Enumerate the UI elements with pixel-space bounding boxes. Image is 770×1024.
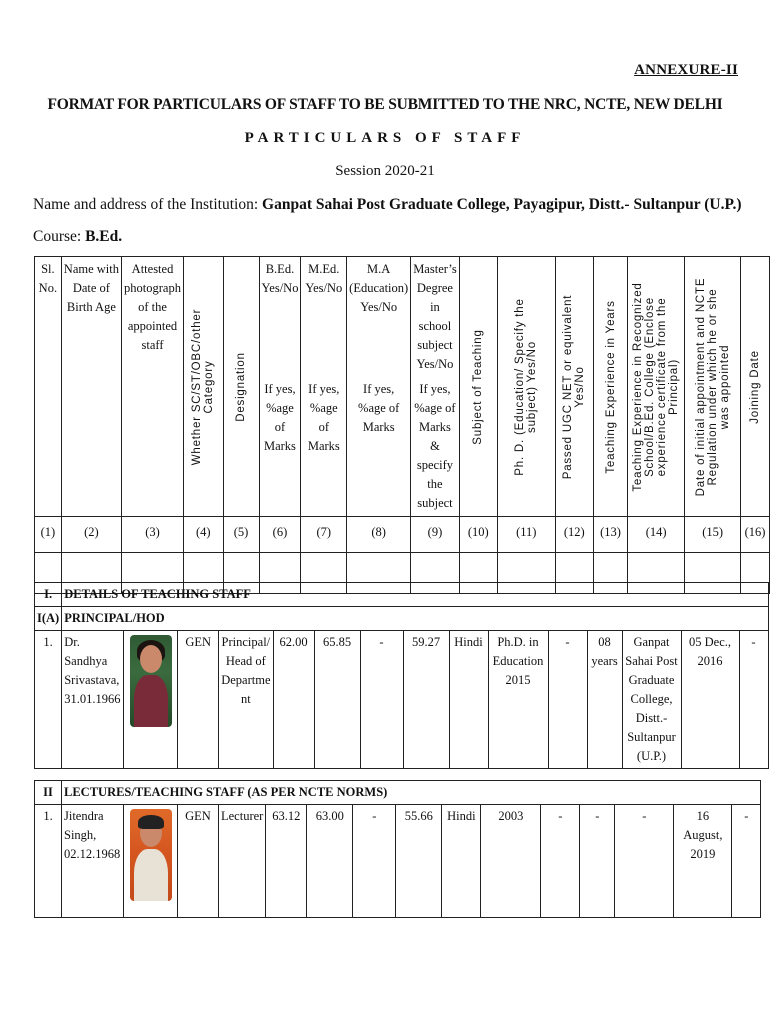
col-number: (8): [347, 517, 411, 553]
col-number: (13): [593, 517, 627, 553]
header-ugc-net: Passed UGC NET or equivalent Yes/No: [555, 257, 593, 517]
col-number: (9): [411, 517, 460, 553]
header-masters: Master’s Degree in school subject Yes/No: [411, 257, 460, 378]
phd: Ph.D. in Education 2015: [488, 631, 548, 769]
col-number: (2): [61, 517, 121, 553]
document-title: FORMAT FOR PARTICULARS OF STAFF TO BE SUBMITTED TO THE NRC, NCTE, NEW DELHI: [47, 96, 723, 113]
med-marks: 65.85: [314, 631, 360, 769]
phd: 2003: [481, 805, 541, 918]
header-med-marks: If yes, %age of Marks: [301, 377, 347, 517]
joining-date: -: [739, 631, 768, 769]
header-photograph: Attested photograph of the appointed staff: [122, 257, 184, 517]
header-sl-no: Sl. No.: [35, 257, 62, 517]
category: GEN: [178, 631, 219, 769]
staff-name: Dr. Sandhya Srivastava, 31.01.1966: [62, 631, 124, 769]
masters-marks: 59.27: [403, 631, 449, 769]
header-appointment-date: Date of initial appointment and NCTE Regulation under which he or she was appointed: [685, 257, 741, 517]
col-number: (4): [183, 517, 223, 553]
masters-marks: 55.66: [396, 805, 442, 918]
institution-label: Name and address of the Institution:: [33, 196, 263, 213]
header-bed: B.Ed. Yes/No: [259, 257, 301, 378]
header-ma: M.A (Education) Yes/No: [347, 257, 411, 378]
sl-no: 1.: [35, 805, 62, 918]
photo-cell: [124, 805, 178, 918]
header-med: M.Ed. Yes/No: [301, 257, 347, 378]
course-value: B.Ed.: [85, 228, 123, 245]
staff-photograph: [130, 809, 172, 901]
institution-line: [33, 196, 742, 214]
experience: 08 years: [587, 631, 622, 769]
category: GEN: [178, 805, 219, 918]
experience: -: [580, 805, 615, 918]
recognized-experience: -: [615, 805, 674, 918]
subject: Hindi: [442, 805, 481, 918]
table-row: [35, 805, 761, 918]
session-label: Session 2020-21: [335, 163, 435, 179]
col-number: (10): [459, 517, 497, 553]
header-designation: Designation: [223, 257, 259, 517]
col-number: (1): [35, 517, 62, 553]
section-number: II: [35, 781, 62, 805]
bed-marks: 62.00: [273, 631, 314, 769]
document-subtitle: PARTICULARS OF STAFF: [244, 130, 526, 146]
col-number: (14): [628, 517, 685, 553]
appointment-date: 16 August, 2019: [674, 805, 732, 918]
table-row: [35, 631, 769, 769]
lecturer-table: [34, 780, 761, 918]
med-marks: 63.00: [307, 805, 353, 918]
col-number: (16): [741, 517, 770, 553]
course-label: Course:: [33, 228, 86, 245]
header-recognized-experience: Teaching Experience in Recognized School/B.Ed. College (Enclose experience certificate from the Principal): [628, 257, 685, 517]
col-number: (11): [497, 517, 555, 553]
section-title: LECTURES/TEACHING STAFF (AS PER NCTE NORMS): [62, 781, 761, 805]
annexure-label: ANNEXURE-II: [634, 62, 738, 78]
ugc-net: -: [548, 631, 587, 769]
ma-marks: -: [353, 805, 396, 918]
ma-marks: -: [360, 631, 403, 769]
header-name: Name with Date of Birth Age: [61, 257, 121, 517]
col-number: (7): [301, 517, 347, 553]
header-phd: Ph. D. (Education/ Specify the subject) Yes/No: [497, 257, 555, 517]
header-subject: Subject of Teaching: [459, 257, 497, 517]
joining-date: -: [732, 805, 761, 918]
col-number: (12): [555, 517, 593, 553]
designation: Principal/ Head of Departme nt: [219, 631, 273, 769]
section-number: I.: [35, 583, 62, 607]
appointment-date: 05 Dec., 2016: [681, 631, 739, 769]
subsection-title: PRINCIPAL/HOD: [62, 607, 768, 631]
designation: Lecturer: [219, 805, 266, 918]
ugc-net: -: [541, 805, 580, 918]
institution-value: Ganpat Sahai Post Graduate College, Payagipur, Distt.- Sultanpur (U.P.): [262, 196, 742, 213]
subsection-number: I(A): [35, 607, 62, 631]
section-title: DETAILS OF TEACHING STAFF: [62, 583, 768, 607]
col-number: (5): [223, 517, 259, 553]
header-category: Whether SC/ST/OBC/other Category: [183, 257, 223, 517]
header-experience: Teaching Experience in Years: [593, 257, 627, 517]
staff-name: Jitendra Singh, 02.12.1968: [62, 805, 124, 918]
photo-cell: [124, 631, 178, 769]
subject: Hindi: [449, 631, 488, 769]
bed-marks: 63.12: [266, 805, 307, 918]
col-number: (15): [685, 517, 741, 553]
staff-header-table: [34, 256, 770, 594]
header-joining-date: Joining Date: [741, 257, 770, 517]
staff-photograph: [130, 635, 172, 727]
col-number: (3): [122, 517, 184, 553]
header-ma-marks: If yes, %age of Marks: [347, 377, 411, 517]
col-number: (6): [259, 517, 301, 553]
header-bed-marks: If yes, %age of Marks: [259, 377, 301, 517]
sl-no: 1.: [35, 631, 62, 769]
principal-table: [34, 582, 769, 769]
recognized-experience: Ganpat Sahai Post Graduate College, Distt.- Sultanpur (U.P.): [622, 631, 681, 769]
course-line: [33, 228, 122, 246]
header-masters-marks: If yes, %age of Marks & specify the subject: [411, 377, 460, 517]
